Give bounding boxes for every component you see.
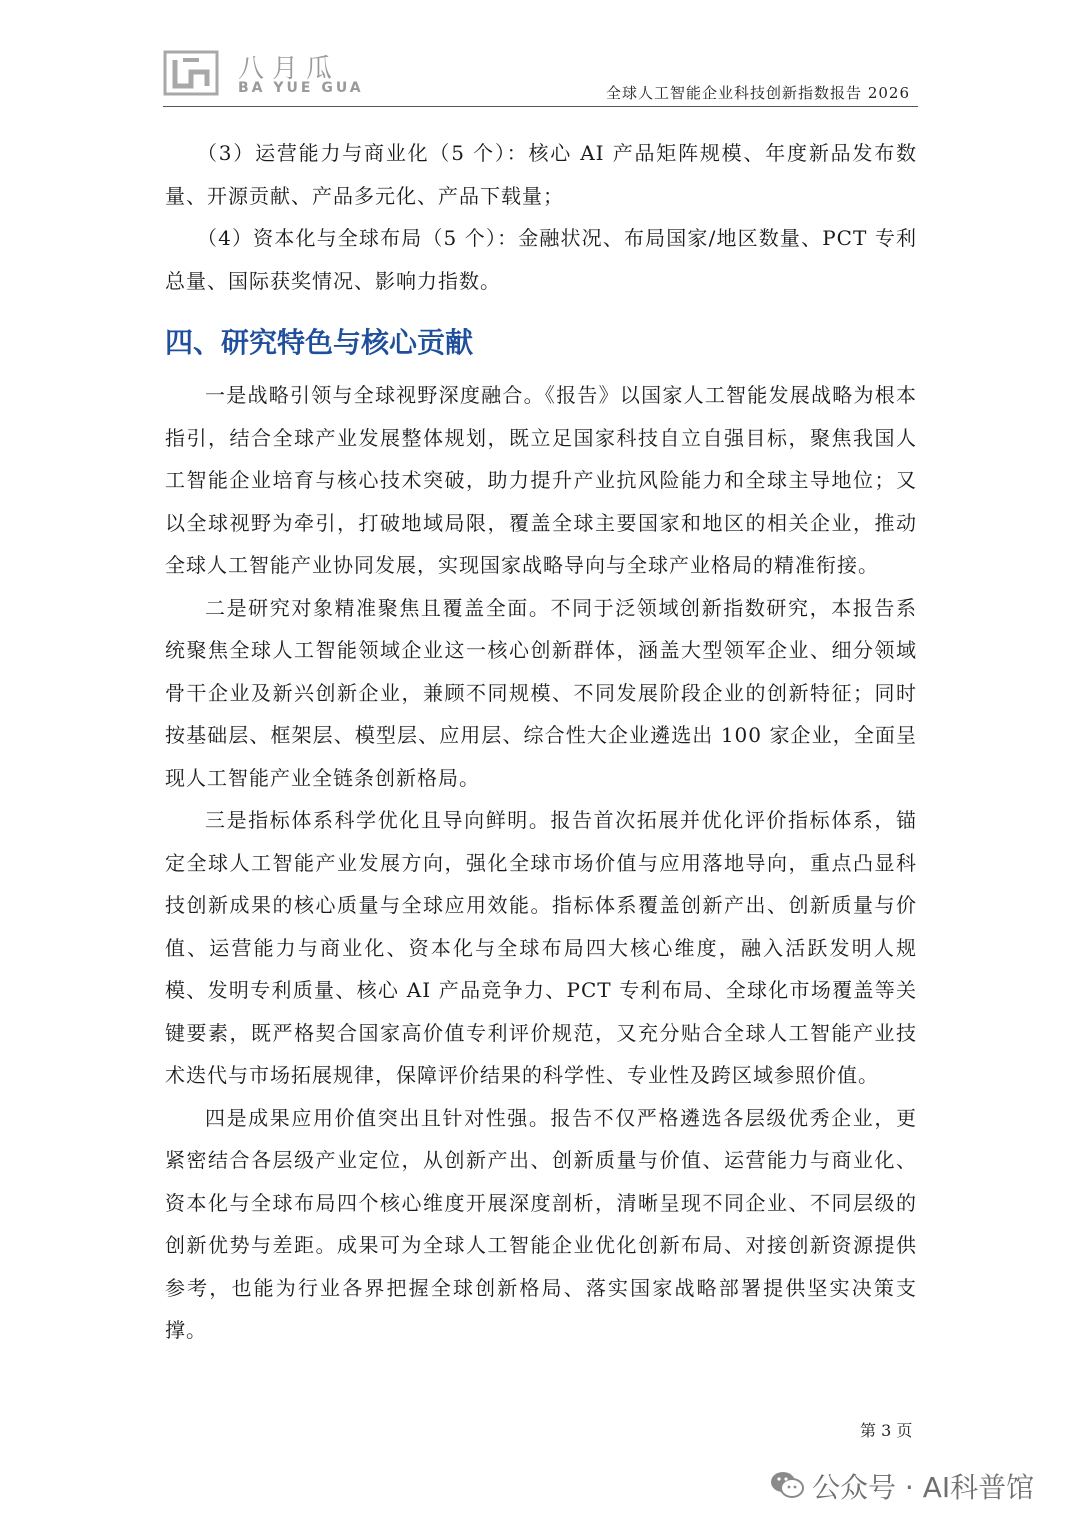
watermark <box>770 1466 1060 1506</box>
indicator-item-3: （3）运营能力与商业化（5 个）：核心 AI 产品矩阵规模、年度新品发布数量、开源贡献、产品多元化、产品下载量； <box>165 141 917 208</box>
page-content <box>165 132 917 1352</box>
watermark-text: 公众号 · AI科普馆 <box>812 1471 1035 1504</box>
report-title: 全球人工智能企业科技创新指数报告 2026 <box>606 84 910 102</box>
section-heading: 四、研究特色与核心贡献 <box>165 326 474 359</box>
page-header <box>0 0 1080 110</box>
paragraph-research-scope: 二是研究对象精准聚焦且覆盖全面。不同于泛领域创新指数研究，本报告系统聚焦全球人工智能领域企业这一核心创新群体，涵盖大型领军企业、细分领域骨干企业及新兴创新企业，兼顾不同规模、不同发展阶段企业的创新特征；同时按基础层、框架层、模型层、应用层、综合性大企业遴选出 100 家企业，全面呈现人工智能产业全链条创新格局。 <box>165 595 917 790</box>
logo-english-text: BA YUE GUA <box>238 80 364 96</box>
paragraph-application-value: 四是成果应用价值突出且针对性强。报告不仅严格遴选各层级优秀企业，更紧密结合各层级产业定位，从创新产出、创新质量与价值、运营能力与商业化、资本化与全球布局四个核心维度开展深度剖析，清晰呈现不同企业、不同层级的创新优势与差距。成果可为全球人工智能企业优化创新布局、对接创新资源提供参考，也能为行业各界把握全球创新格局、落实国家战略部署提供坚实决策支撑。 <box>165 1105 917 1342</box>
indicator-item-4: （4）资本化与全球布局（5 个）：金融状况、布局国家/地区数量、PCT 专利总量、国际获奖情况、影响力指数。 <box>165 226 917 293</box>
wechat-icon <box>770 1470 804 1500</box>
logo-chinese-text: 八月瓜 <box>238 54 341 84</box>
bayuegua-logo-icon <box>163 50 219 96</box>
paragraph-strategy: 一是战略引领与全球视野深度融合。《报告》以国家人工智能发展战略为根本指引，结合全球产业发展整体规划，既立足国家科技自立自强目标，聚焦我国人工智能企业培育与核心技术突破，助力提升产业抗风险能力和全球主导地位；又以全球视野为牵引，打破地域局限，覆盖全球主要国家和地区的相关企业，推动全球人工智能产业协同发展，实现国家战略导向与全球产业格局的精准衔接。 <box>165 383 917 577</box>
header-divider <box>163 106 918 107</box>
page-number: 第 3 页 <box>860 1421 913 1440</box>
paragraph-indicator-system: 三是指标体系科学优化且导向鲜明。报告首次拓展并优化评价指标体系，锚定全球人工智能产业发展方向，强化全球市场价值与应用落地导向，重点凸显科技创新成果的核心质量与全球应用效能。指标体系覆盖创新产出、创新质量与价值、运营能力与商业化、资本化与全球布局四大核心维度，融入活跃发明人规模、发明专利质量、核心 AI 产品竞争力、PCT 专利布局、全球化市场覆盖等关键要素，既严格契合国家高价值专利评价规范，又充分贴合全球人工智能产业技术迭代与市场拓展规律，保障评价结果的科学性、专业性及跨区域参照价值。 <box>165 808 917 1087</box>
